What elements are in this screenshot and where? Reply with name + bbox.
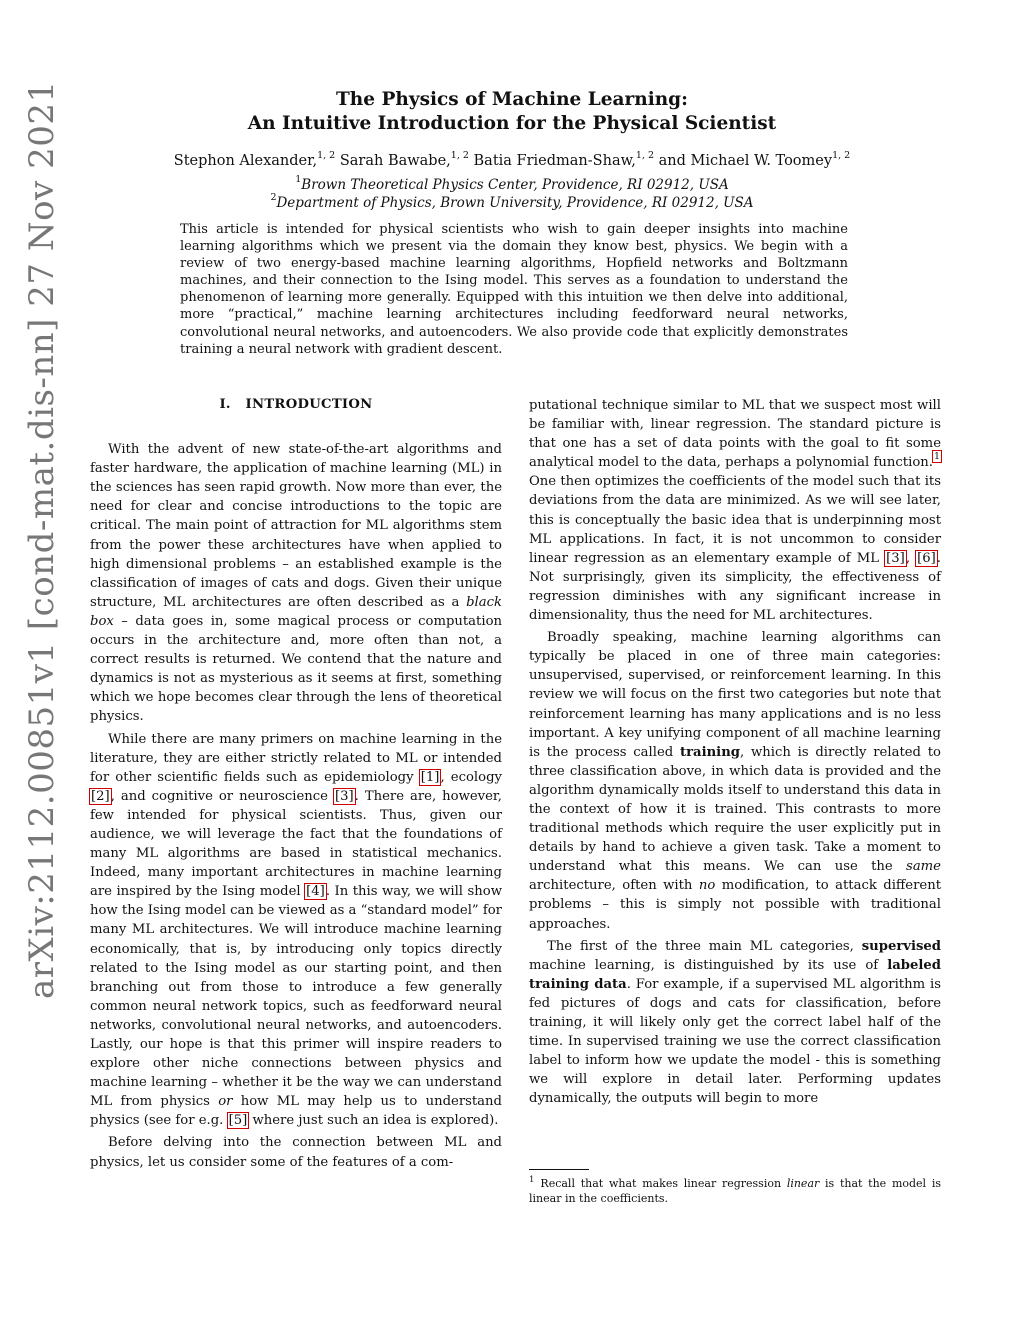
text-run: . Not surprisingly, given its simplicity, the effectiveness of regression diminishes with any significant increase in dimensionality, thus the need for ML architectures. xyxy=(529,550,941,624)
section-heading xyxy=(90,395,502,414)
text-run: architecture, often with xyxy=(529,878,699,894)
citation-link[interactable]: [2] xyxy=(91,788,110,804)
text-run: where just such an idea is explored). xyxy=(248,1113,499,1129)
right-column xyxy=(529,396,941,1111)
text-run: how ML may help us to understand physics (see for e.g. xyxy=(90,1094,502,1129)
section-number: I. xyxy=(219,397,231,412)
text-run: With the advent of new state-of-the-art algorithms and faster hardware, the application of machine learning (ML) in the sciences has seen rapid growth. Now more than ever, the need for clear and concise introductions to the topic are critical. The main point of attraction for ML algorithms stem from the power these architectures have when applied to high dimensional problems – an established example is the classification of images of cats and dogs. Given their unique structure, ML architectures are often described as a xyxy=(90,442,502,610)
affiliation-1 xyxy=(0,176,1024,194)
paragraph xyxy=(529,396,941,625)
text-run: . There are, however, few intended for physical scientists. Thus, given our audience, we will leverage the fact that the foundations of many ML algorithms are based in statistical mechanics. Indeed, many important architectures in machine learning are inspired by the Ising model xyxy=(90,788,502,900)
paragraph xyxy=(529,937,941,1109)
author-name: Batia Friedman-Shaw, xyxy=(473,153,636,169)
footnote-divider xyxy=(529,1169,589,1170)
text-run: Broadly speaking, machine learning algorithms can typically be placed in one of three main categories: unsupervised, supervised, or reinforcement learning. In this review we will focus on the first two categories but note that reinforcement learning has many applications and is no less important. A key unifying component of all machine learning is the process called xyxy=(529,630,941,760)
text-run: . For example, if a supervised ML algorithm is fed pictures of dogs and cats for classification, before training, it will likely only get the correct label half of the time. In supervised training we use the correct classification label to inform how we update the model - this is something we will explore in detail later. Performing updates dynamically, the outputs will begin to more xyxy=(529,976,941,1107)
author-affiliation-mark: 1, 2 xyxy=(635,150,655,161)
bold-term: training xyxy=(680,744,741,760)
paragraph: Before delving into the connection between ML and physics, let us consider some of the features of a com- xyxy=(90,1135,502,1170)
title-line-2: An Intuitive Introduction for the Physical Scientist xyxy=(247,113,777,134)
footnote-reference-link[interactable]: 1 xyxy=(933,451,940,463)
citation-link[interactable]: [6] xyxy=(917,550,936,566)
title-line-1: The Physics of Machine Learning: xyxy=(336,89,688,110)
emphasis: or xyxy=(218,1094,233,1110)
citation-link[interactable]: [3] xyxy=(334,788,354,804)
affiliation-mark: 2 xyxy=(270,192,277,203)
text-run: – data goes in, some magical process or computation occurs in the architecture and, more often than not, a correct results is returned. We contend that the nature and dynamics is not as mysterious as it seems at first, something which we hope becomes clear through the lens of theoretical physics. xyxy=(90,613,502,725)
text-run: The first of the three main ML categories, xyxy=(547,938,862,954)
citation-link[interactable]: [3] xyxy=(886,550,905,566)
text-run: , which is directly related to three classification above, in which data is provided and the algorithm dynamically molds itself to understand this data in the context of how it is trained. This contrasts to more traditional methods which require the user explicitly put in details by hand to achieve a given task. Take a moment to understand what this means. We can use the xyxy=(529,744,941,875)
author-name: Stephon Alexander, xyxy=(173,153,318,169)
text-run: . In this way, we will show how the Ising model can be viewed as a “standard model” for many ML architectures. We will introduce machine learning economically, that is, by introducing only topics directly related to the Ising model as our starting point, and then branching out from those to introduce a few generally common neural network topics, such as feedforward neural networks, convolutional neural networks, and autoencoders. Lastly, our hope is that this primer will inspire readers to explore other niche connections between physics and machine learning – whether it be the way we can understand ML from physics xyxy=(90,884,503,1110)
emphasis: linear xyxy=(786,1177,820,1190)
affiliation-text: Department of Physics, Brown University, Providence, RI 02912, USA xyxy=(276,195,754,211)
arxiv-identifier: arXiv:2112.00851v1 [cond-mat.dis-nn] 27 Nov 2021 xyxy=(22,80,62,1000)
affiliation-2 xyxy=(0,194,1024,212)
author-list xyxy=(0,151,1024,171)
section-title: INTRODUCTION xyxy=(245,397,373,412)
affiliation-mark: 1 xyxy=(295,174,302,185)
text-run: , ecology xyxy=(440,769,502,785)
text-run: putational technique similar to ML that we suspect most will be familiar with, linear regression. The standard picture is that one has a set of data points with the goal to fit some analytical model to the data, perhaps a polynomial function. xyxy=(529,398,941,471)
text-run: machine learning, is distinguished by its use of xyxy=(529,957,888,973)
paper-title xyxy=(0,88,1024,136)
affiliation-text: Brown Theoretical Physics Center, Providence, RI 02912, USA xyxy=(301,177,729,193)
emphasis: black box xyxy=(90,594,502,629)
paragraph xyxy=(90,440,502,726)
left-column xyxy=(90,395,502,1175)
citation-link[interactable]: [1] xyxy=(420,769,440,785)
abstract: This article is intended for physical scientists who wish to gain deeper insights into machine learning algorithms which we present via the domain they know best, physics. We begin with a review of two energy-based machine learning algorithms, Hopfield networks and Boltzmann machines, and their connection to the Ising model. This serves as a foundation to understand the phenomenon of learning more generally. Equipped with this intuition we then delve into additional, more “practical,” machine learning architectures including feedforward neural networks, convolutional neural networks, and autoencoders. We also provide code that explicitly demonstrates training a neural network with gradient descent. xyxy=(180,222,848,357)
author-affiliation-mark: 1, 2 xyxy=(450,150,469,161)
text-run: While there are many primers on machine learning in the literature, they are either strictly related to ML or intended for other scientific fields such as epidemiology xyxy=(90,731,502,785)
footnote-mark: 1 xyxy=(529,1175,535,1185)
footnote xyxy=(529,1176,941,1206)
text-run: , xyxy=(905,550,917,566)
paragraph xyxy=(529,628,941,934)
author-affiliation-mark: 1, 2 xyxy=(832,150,851,161)
citation-link[interactable]: [4] xyxy=(306,884,325,900)
text-run: Recall that what makes linear regression xyxy=(540,1177,787,1190)
author-name: Sarah Bawabe, xyxy=(339,153,451,169)
author-affiliation-mark: 1, 2 xyxy=(317,150,336,161)
text-run: is that the model is linear in the coefficients. xyxy=(529,1177,941,1205)
emphasis: same xyxy=(906,859,941,875)
bold-term: labeled training data xyxy=(529,957,941,992)
paragraph xyxy=(90,730,502,1131)
emphasis: no xyxy=(698,878,716,894)
text-run: modification, to attack different problems – this is simply not possible with traditional approaches. xyxy=(529,878,942,932)
text-run: One then optimizes the coefficients of the model such that its deviations from the data are minimized. As we will see later, this is conceptually the basic idea that is underpinning most ML applications. In fact, it is not uncommon to consider linear regression as an elementary example of ML xyxy=(529,474,941,566)
bold-term: supervised xyxy=(861,938,941,954)
citation-link[interactable]: [5] xyxy=(228,1113,248,1129)
author-name: and Michael W. Toomey xyxy=(658,153,833,169)
text-run: , and cognitive or neuroscience xyxy=(110,788,334,804)
